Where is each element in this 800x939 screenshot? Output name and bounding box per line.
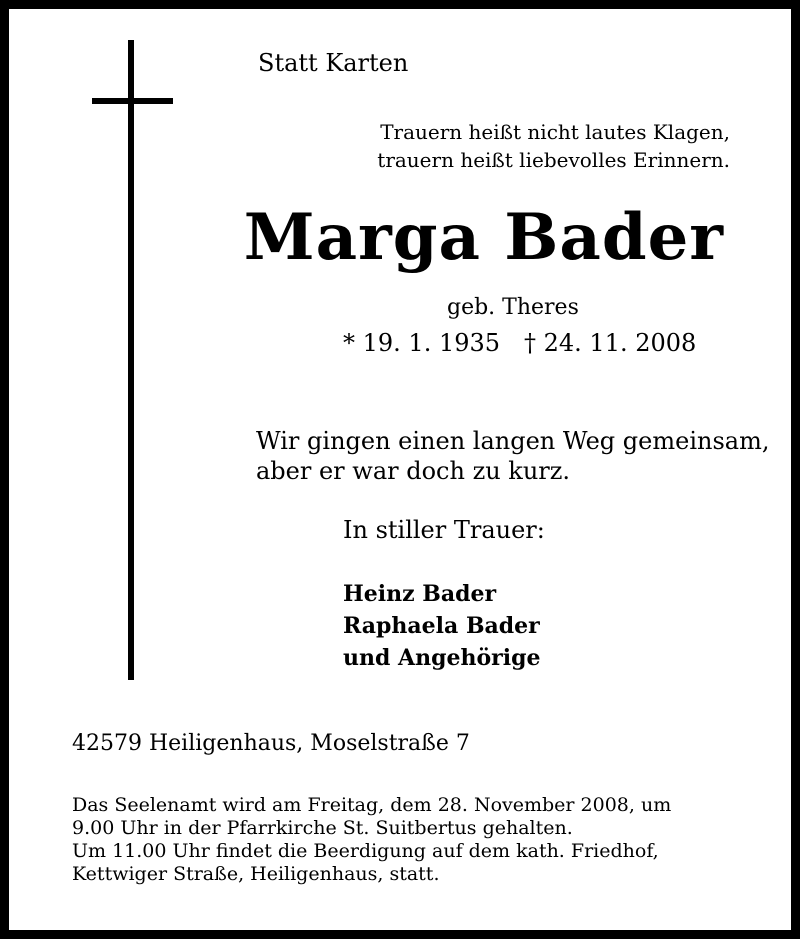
verse-middle-line-2: aber er war doch zu kurz. [256, 457, 571, 485]
verse-middle [256, 426, 769, 486]
funeral-notice [72, 794, 671, 886]
deceased-name: Marga Bader [243, 200, 724, 275]
mourning-intro: In stiller Trauer: [343, 516, 545, 544]
notice-line: 9.00 Uhr in der Pfarrkirche St. Suitbertus gehalten. [72, 817, 573, 839]
maiden-name: geb. Theres [447, 295, 579, 320]
cross-icon-vertical [128, 40, 134, 680]
cross-icon-horizontal [92, 98, 173, 104]
address: 42579 Heiligenhaus, Moselstraße 7 [72, 731, 470, 756]
mourner-name: und Angehörige [343, 645, 541, 671]
notice-line: Das Seelenamt wird am Freitag, dem 28. November 2008, um [72, 794, 672, 816]
death-date: † 24. 11. 2008 [524, 329, 697, 357]
mourner-name: Raphaela Bader [343, 613, 540, 639]
verse-top-line-2: trauern heißt liebevolles Erinnern. [377, 148, 730, 172]
verse-middle-line-1: Wir gingen einen langen Weg gemeinsam, [256, 427, 770, 455]
mourners-list [343, 578, 540, 674]
notice-line: Um 11.00 Uhr findet die Beerdigung auf dem kath. Friedhof, [72, 840, 659, 862]
mourner-name: Heinz Bader [343, 581, 497, 607]
verse-top [377, 118, 730, 174]
birth-date: * 19. 1. 1935 [343, 329, 501, 357]
verse-top-line-1: Trauern heißt nicht lautes Klagen, [380, 120, 730, 144]
statt-karten: Statt Karten [258, 49, 409, 77]
notice-line: Kettwiger Straße, Heiligenhaus, statt. [72, 863, 440, 885]
